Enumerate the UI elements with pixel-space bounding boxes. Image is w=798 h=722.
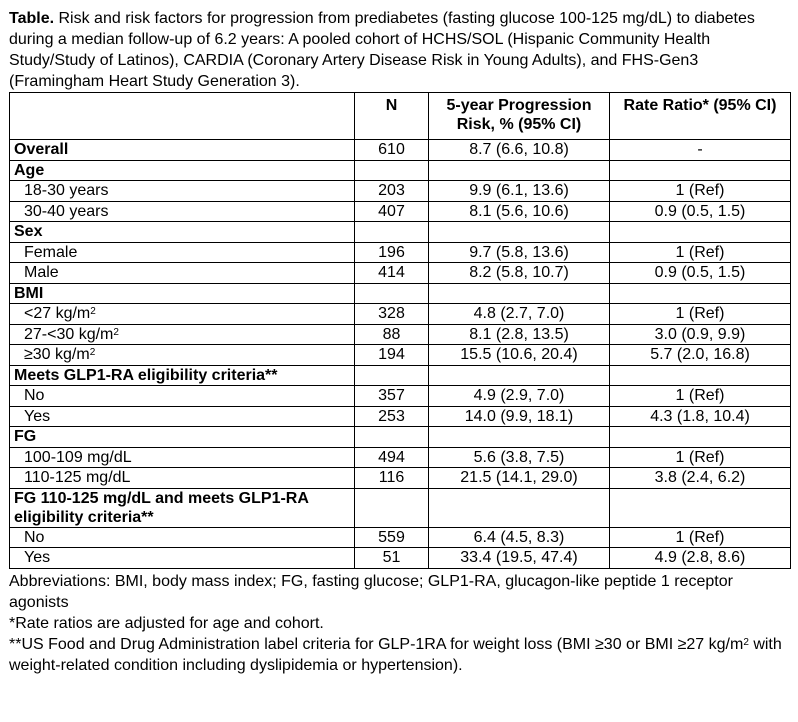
table-notes [9, 571, 790, 676]
header-label-col [10, 93, 355, 140]
cell-n [355, 365, 429, 386]
cell-risk: 6.4 (4.5, 8.3) [429, 527, 610, 548]
cell-n: 51 [355, 548, 429, 569]
cell-risk [429, 160, 610, 181]
cell-n [355, 222, 429, 243]
cell-risk [429, 488, 610, 527]
row-label [10, 201, 355, 222]
table-row [10, 548, 791, 569]
caption-text: Risk and risk factors for progression from prediabetes (fasting glucose 100-125 mg/dL) to diabetes during a median follow-up of 6.2 years: A pooled cohort of HCHS/SOL (Hispanic Community Health Study/Study of Latinos), CARDIA (Coronary Artery Disease Risk in Young Adults), and FHS-Gen3 (Framingham Heart Study Generation 3). [9, 10, 755, 90]
cell-rate-ratio: 1 (Ref) [610, 386, 791, 407]
table-row [10, 324, 791, 345]
cell-rate-ratio: 0.9 (0.5, 1.5) [610, 263, 791, 284]
row-label [10, 160, 355, 181]
table-row [10, 427, 791, 448]
cell-risk [429, 427, 610, 448]
caption-label: Table. [9, 10, 55, 27]
table-row [10, 304, 791, 325]
cell-rate-ratio: 4.3 (1.8, 10.4) [610, 406, 791, 427]
row-label-text: ≥30 kg/m [24, 346, 90, 363]
fda-note-text-b: with weight-related condition including dyslipidemia or hypertension). [9, 635, 782, 674]
header-risk: 5-year Progression Risk, % (95% CI) [429, 93, 610, 140]
row-label [10, 427, 355, 448]
table-row [10, 263, 791, 284]
cell-n: 407 [355, 201, 429, 222]
cell-risk: 15.5 (10.6, 20.4) [429, 345, 610, 366]
cell-n [355, 427, 429, 448]
table-row [10, 386, 791, 407]
table-row [10, 345, 791, 366]
row-label-text: Yes [24, 549, 51, 566]
table-row [10, 181, 791, 202]
row-label [10, 304, 355, 325]
row-label-text: Sex [14, 223, 43, 240]
cell-rate-ratio: 4.9 (2.8, 8.6) [610, 548, 791, 569]
row-label [10, 386, 355, 407]
cell-risk: 33.4 (19.5, 47.4) [429, 548, 610, 569]
row-label-text: <27 kg/m [24, 305, 91, 322]
table-row [10, 160, 791, 181]
row-label-text: Overall [14, 141, 69, 158]
cell-risk: 14.0 (9.9, 18.1) [429, 406, 610, 427]
row-label-text: Male [24, 264, 59, 281]
cell-risk: 8.1 (2.8, 13.5) [429, 324, 610, 345]
cell-rate-ratio [610, 222, 791, 243]
row-label [10, 283, 355, 304]
row-label-text: FG [14, 428, 37, 445]
cell-n: 88 [355, 324, 429, 345]
row-label [10, 468, 355, 489]
cell-risk: 4.8 (2.7, 7.0) [429, 304, 610, 325]
row-label [10, 263, 355, 284]
cell-rate-ratio: 1 (Ref) [610, 181, 791, 202]
row-label-superscript: 2 [89, 347, 96, 358]
row-label [10, 548, 355, 569]
cell-rate-ratio: 1 (Ref) [610, 304, 791, 325]
table-caption [9, 8, 790, 92]
table-row [10, 201, 791, 222]
row-label [10, 365, 355, 386]
row-label-text: 110-125 mg/dL [24, 469, 131, 486]
row-label-text: Female [24, 243, 78, 261]
cell-rate-ratio: - [610, 140, 791, 161]
table-row [10, 406, 791, 427]
cell-risk: 8.2 (5.8, 10.7) [429, 263, 610, 284]
row-label-superscript: 2 [113, 326, 119, 338]
table-row [10, 140, 791, 161]
row-label [10, 324, 355, 345]
cell-risk: 8.7 (6.6, 10.8) [429, 140, 610, 161]
row-label [10, 488, 355, 527]
row-label-text: 27-<30 kg/m [24, 325, 114, 343]
header-n: N [355, 93, 429, 140]
cell-rate-ratio: 0.9 (0.5, 1.5) [610, 201, 791, 222]
row-label [10, 406, 355, 427]
table-row [10, 222, 791, 243]
cell-n: 610 [355, 140, 429, 161]
row-label-text: FG 110-125 mg/dL and meets GLP1-RA eligibility criteria** [14, 489, 309, 526]
cell-rate-ratio: 1 (Ref) [610, 527, 791, 548]
cell-rate-ratio: 5.7 (2.0, 16.8) [610, 345, 791, 366]
cell-n [355, 488, 429, 527]
row-label [10, 181, 355, 202]
fda-criteria-note [9, 634, 790, 676]
row-label [10, 222, 355, 243]
cell-risk [429, 365, 610, 386]
row-label-text: 100-109 mg/dL [24, 448, 132, 466]
cell-rate-ratio [610, 283, 791, 304]
table-body [10, 140, 791, 569]
cell-n: 194 [355, 345, 429, 366]
cell-n: 357 [355, 386, 429, 407]
row-label [10, 140, 355, 161]
table-row [10, 283, 791, 304]
cell-n: 116 [355, 468, 429, 489]
row-label-text: Yes [24, 407, 51, 425]
abbreviations-note: Abbreviations: BMI, body mass index; FG, fasting glucose; GLP1-RA, glucagon-like peptide 1 receptor agonists [9, 572, 733, 611]
results-table [9, 92, 791, 569]
cell-risk: 9.9 (6.1, 13.6) [429, 181, 610, 202]
cell-risk [429, 222, 610, 243]
table-header-row [10, 93, 791, 140]
table-row [10, 527, 791, 548]
row-label-text: 18-30 years [24, 182, 109, 199]
cell-rate-ratio [610, 427, 791, 448]
row-label [10, 345, 355, 366]
cell-n [355, 283, 429, 304]
header-rate-ratio: Rate Ratio* (95% CI) [610, 93, 791, 140]
row-label-text: 30-40 years [24, 202, 109, 220]
row-label [10, 242, 355, 263]
cell-rate-ratio: 1 (Ref) [610, 242, 791, 263]
cell-risk: 21.5 (14.1, 29.0) [429, 468, 610, 489]
document [9, 8, 790, 676]
cell-risk: 5.6 (3.8, 7.5) [429, 447, 610, 468]
cell-n: 253 [355, 406, 429, 427]
table-row [10, 447, 791, 468]
cell-risk: 8.1 (5.6, 10.6) [429, 201, 610, 222]
fda-note-text-a: **US Food and Drug Administration label criteria for GLP-1RA for weight loss (BMI ≥30 or BMI ≥27 kg/m [9, 635, 744, 653]
table-row [10, 488, 791, 527]
row-label-text: No [24, 528, 45, 546]
cell-rate-ratio: 3.0 (0.9, 9.9) [610, 324, 791, 345]
cell-risk: 4.9 (2.9, 7.0) [429, 386, 610, 407]
row-label-superscript: 2 [90, 306, 96, 317]
cell-n: 494 [355, 447, 429, 468]
cell-n [355, 160, 429, 181]
row-label-text: Age [14, 161, 45, 179]
cell-n: 414 [355, 263, 429, 284]
row-label [10, 527, 355, 548]
cell-n: 196 [355, 242, 429, 263]
fda-note-superscript: 2 [743, 636, 749, 648]
cell-rate-ratio: 3.8 (2.4, 6.2) [610, 468, 791, 489]
row-label [10, 447, 355, 468]
row-label-text: Meets GLP1-RA eligibility criteria** [14, 366, 278, 384]
cell-n: 203 [355, 181, 429, 202]
row-label-text: BMI [14, 284, 44, 302]
cell-risk [429, 283, 610, 304]
table-row [10, 242, 791, 263]
rate-ratio-note: *Rate ratios are adjusted for age and cohort. [9, 614, 324, 632]
cell-rate-ratio [610, 365, 791, 386]
cell-rate-ratio: 1 (Ref) [610, 447, 791, 468]
cell-rate-ratio [610, 160, 791, 181]
table-row [10, 468, 791, 489]
table-row [10, 365, 791, 386]
row-label-text: No [24, 387, 45, 404]
cell-risk: 9.7 (5.8, 13.6) [429, 242, 610, 263]
cell-n: 559 [355, 527, 429, 548]
cell-rate-ratio [610, 488, 791, 527]
cell-n: 328 [355, 304, 429, 325]
